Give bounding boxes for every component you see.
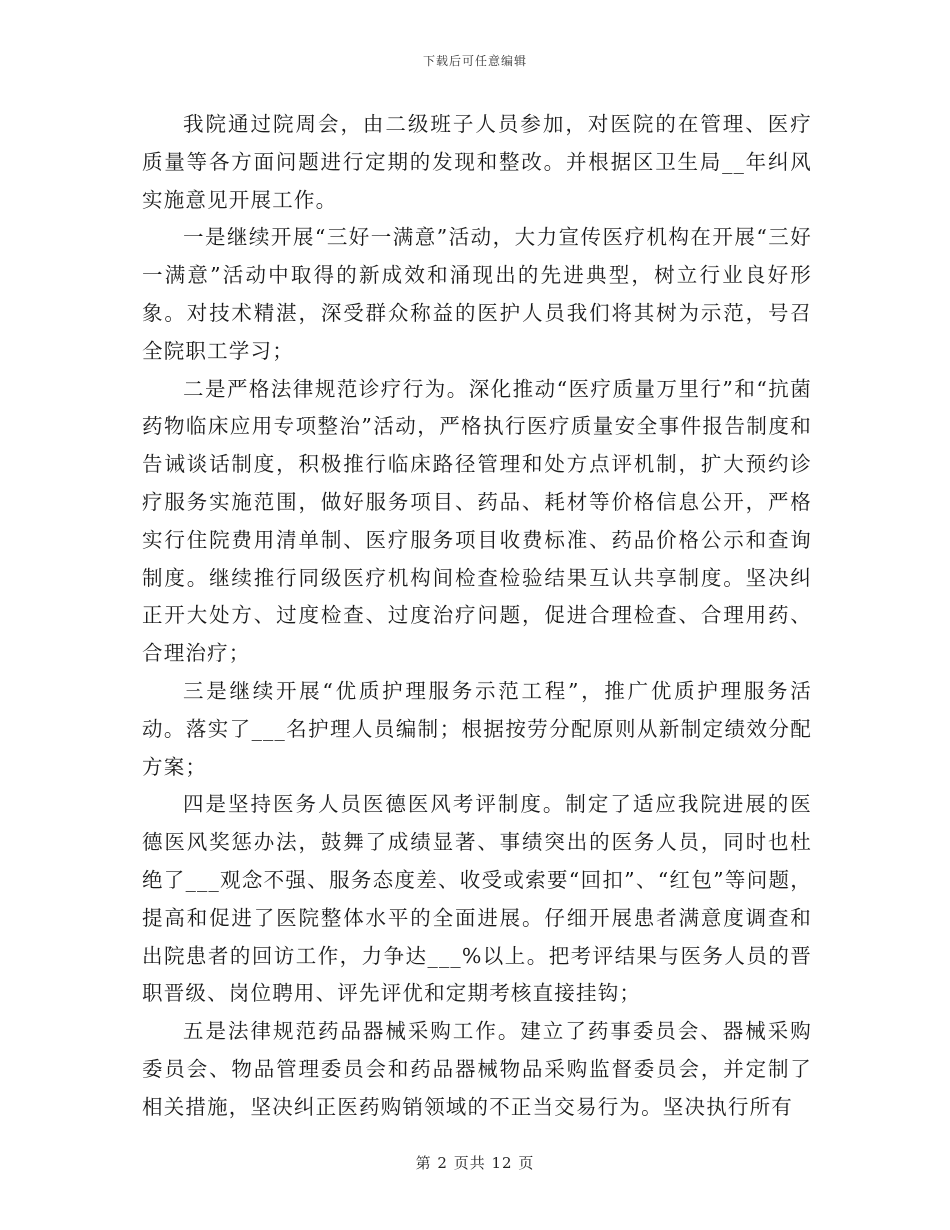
paragraph-item-2: 二是严格法律规范诊疗行为。深化推动“医疗质量万里行”和“抗菌药物临床应用专项整治”活动，严格执行医疗质量安全事件报告制度和告诫谈话制度，积极推行临床路径管理和处方点评机制，扩大预约诊疗服务实施范围，做好服务项目、药品、耗材等价格信息公开，严格实行住院费用清单制、医疗服务项目收费标准、药品价格公示和查询制度。继续推行同级医疗机构间检查检验结果互认共享制度。坚决纠正开大处方、过度检查、过度治疗问题，促进合理检查、合理用药、合理治疗；	[142, 376, 812, 666]
page-header: 下载后可任意编辑	[422, 54, 527, 68]
paragraph-item-4: 四是坚持医务人员医德医风考评制度。制定了适应我院进展的医德医风奖惩办法，鼓舞了成绩显著、事绩突出的医务人员，同时也杜绝了___观念不强、服务态度差、收受或索要“回扣”、“红包”等问题，提高和促进了医院整体水平的全面进展。仔细开展患者满意度调查和出院患者的回访工作，力争达___%以上。把考评结果与医务人员的晋职晋级、岗位聘用、评先评优和定期考核直接挂钩；	[142, 792, 812, 1006]
document-body	[142, 106, 812, 1127]
paragraph-item-5: 五是法律规范药品器械采购工作。建立了药事委员会、器械采购委员会、物品管理委员会和药品器械物品采购监督委员会，并定制了相关措施，坚决纠正医药购销领域的不正当交易行为。坚决执行所有	[142, 1019, 812, 1119]
paragraph-item-3: 三是继续开展“优质护理服务示范工程”，推广优质护理服务活动。落实了___名护理人员编制；根据按劳分配原则从新制定绩效分配方案；	[142, 678, 812, 779]
paragraph-intro: 我院通过院周会，由二级班子人员参加，对医院的在管理、医疗质量等各方面问题进行定期的发现和整改。并根据区卫生局__年纠风实施意见开展工作。	[142, 112, 812, 212]
paragraph-item-1: 一是继续开展“三好一满意”活动，大力宣传医疗机构在开展“三好一满意”活动中取得的新成效和涌现出的先进典型，树立行业良好形象。对技术精湛，深受群众称益的医护人员我们将其树为示范，号召全院职工学习；	[142, 225, 812, 363]
page-footer: 第 2 页共 12 页	[415, 1154, 535, 1172]
